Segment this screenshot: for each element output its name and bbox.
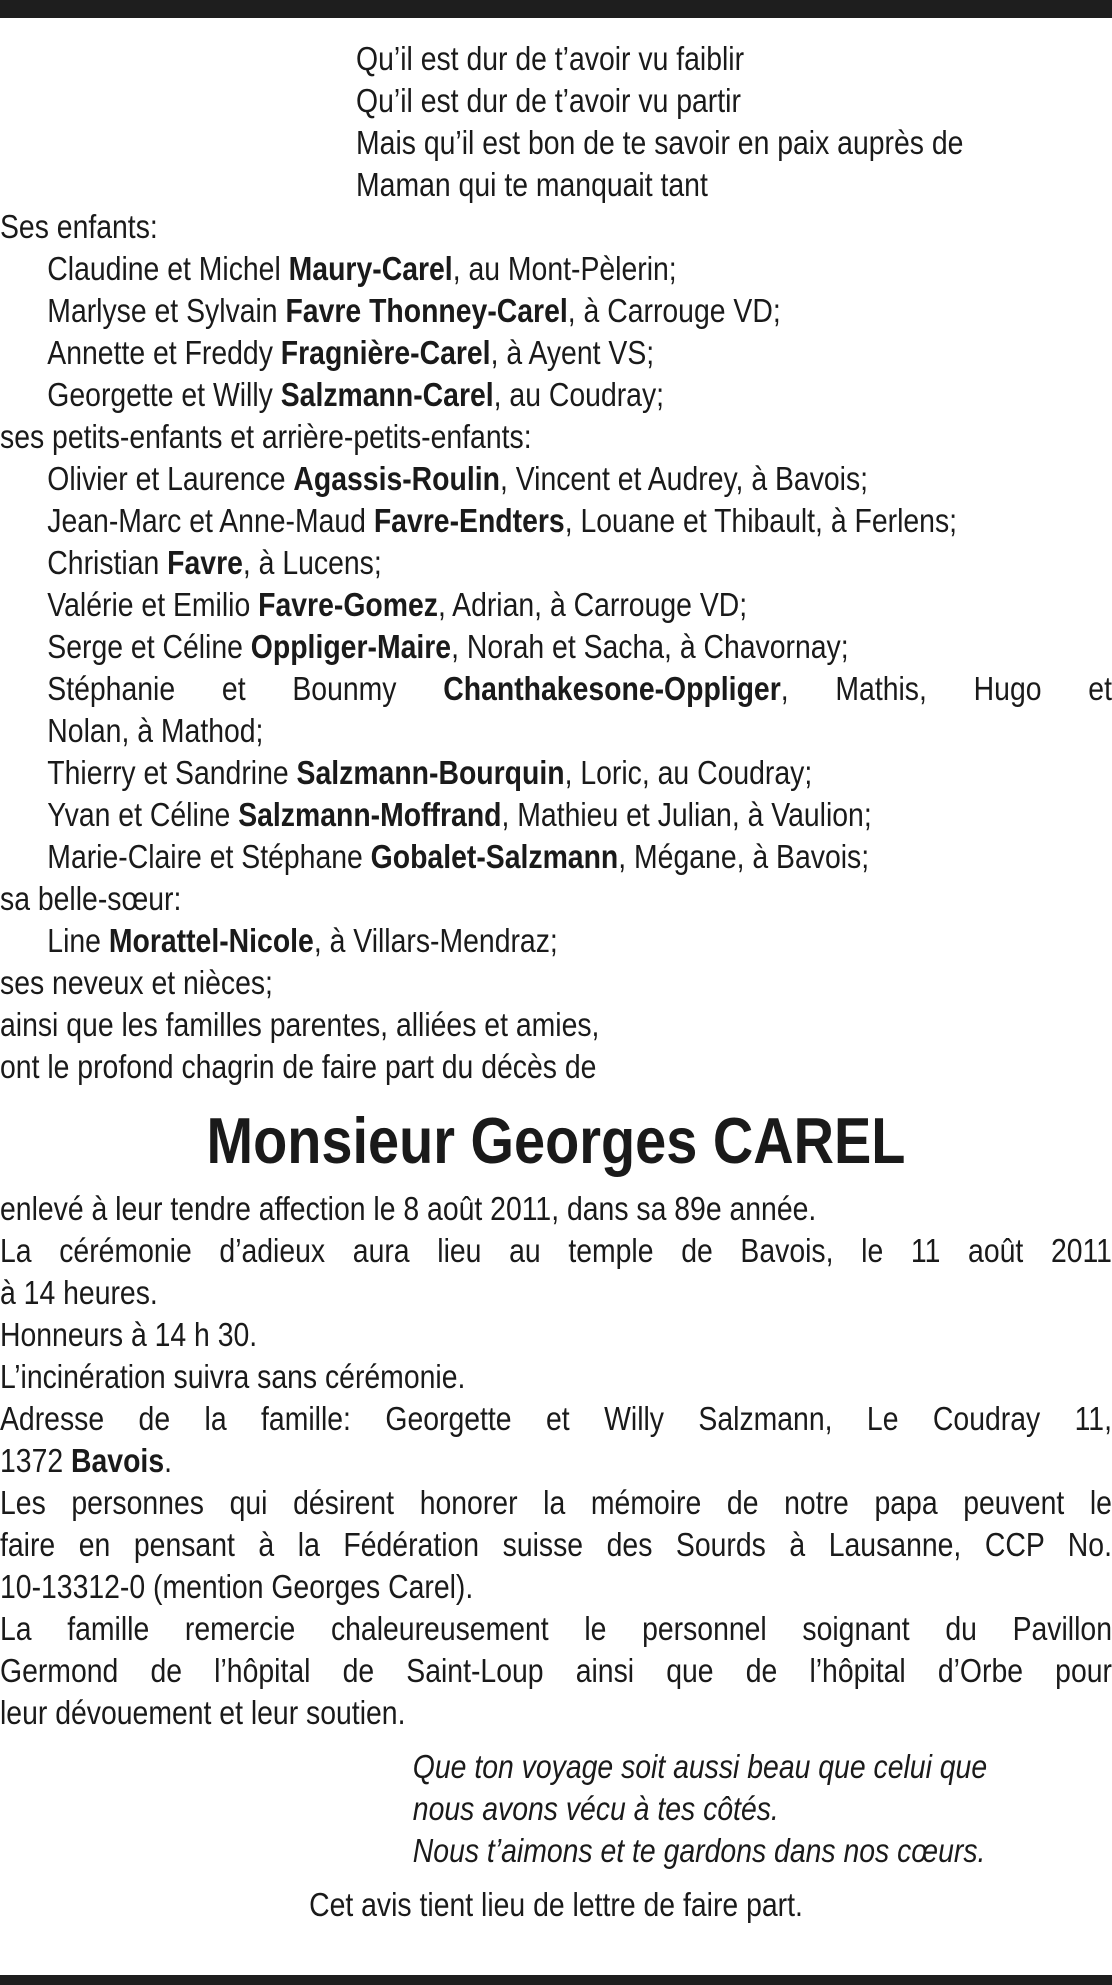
final-note: Cet avis tient lieu de lettre de faire part. [309,1886,803,1923]
poem-line: Qu’il est dur de t’avoir vu faiblir [356,40,745,77]
text-line: La cérémonie d’adieux aura lieu au temple de Bavois, le 11 août 2011 [0,1232,1112,1269]
text-line: à 14 heures. [0,1274,158,1311]
family-entry: Olivier et Laurence Agassis-Roulin, Vincent et Audrey, à Bavois; [47,460,869,497]
deceased-name: Monsieur Georges CAREL [206,1104,906,1177]
section-heading: ses petits-enfants et arrière-petits-enfants: [0,418,532,455]
obituary-notice [0,38,1112,1926]
text-line: 10-13312-0 (mention Georges Carel). [0,1568,474,1605]
text-line: Adresse de la famille: Georgette et Willy Salzmann, Le Coudray 11, [0,1400,1112,1437]
text-line: Honneurs à 14 h 30. [0,1316,258,1353]
section-heading: Ses enfants: [0,208,158,245]
children-section [0,206,1112,416]
family-entry: Annette et Freddy Fragnière-Carel, à Ayent VS; [47,334,655,371]
bottom-rule [0,1975,1112,1985]
family-entry: Christian Favre, à Lucens; [47,544,382,581]
family-entry-continuation: Nolan, à Mathod; [47,712,264,749]
text-line: ses neveux et nièces; [0,964,273,1001]
grandchildren-section [0,416,1112,878]
top-rule [0,0,1112,18]
poem-line: Maman qui te manquait tant [356,166,708,203]
family-entry: Thierry et Sandrine Salzmann-Bourquin, Loric, au Coudray; [47,754,813,791]
section-heading: sa belle-sœur: [0,880,182,917]
others-section [0,962,1112,1088]
text-line: ainsi que les familles parentes, alliées et amies, [0,1006,600,1043]
poem-line: Nous t’aimons et te gardons dans nos cœurs. [412,1832,986,1869]
family-entry: Yvan et Céline Salzmann-Moffrand, Mathieu et Julian, à Vaulion; [47,796,872,833]
text-line: Germond de l’hôpital de Saint-Loup ainsi que de l’hôpital d’Orbe pour [0,1652,1112,1689]
text-line: ont le profond chagrin de faire part du décès de [0,1048,597,1085]
family-entry: Valérie et Emilio Favre-Gomez, Adrian, à Carrouge VD; [47,586,748,623]
text-line: Les personnes qui désirent honorer la mémoire de notre papa peuvent le [0,1484,1112,1521]
family-entry: Stéphanie et Bounmy Chanthakesone-Oppliger, Mathis, Hugo et [47,670,1112,707]
opening-poem [0,38,1112,206]
family-entry: Jean-Marc et Anne-Maud Favre-Endters, Louane et Thibault, à Ferlens; [47,502,958,539]
family-entry: Line Morattel-Nicole, à Villars-Mendraz; [47,922,558,959]
text-line: La famille remercie chaleureusement le personnel soignant du Pavillon [0,1610,1112,1647]
details-section [0,1188,1112,1734]
poem-line: Mais qu’il est bon de te savoir en paix auprès de [356,124,964,161]
sister-in-law-section [0,878,1112,962]
closing-poem [0,1746,1112,1872]
family-entry: Serge et Céline Oppliger-Maire, Norah et Sacha, à Chavornay; [47,628,849,665]
text-line: 1372 Bavois. [0,1442,172,1479]
poem-line: Qu’il est dur de t’avoir vu partir [356,82,741,119]
text-line: L’incinération suivra sans cérémonie. [0,1358,466,1395]
text-line: leur dévouement et leur soutien. [0,1694,406,1731]
family-entry: Claudine et Michel Maury-Carel, au Mont-Pèlerin; [47,250,677,287]
text-line: faire en pensant à la Fédération suisse des Sourds à Lausanne, CCP No. [0,1526,1112,1563]
family-entry: Marie-Claire et Stéphane Gobalet-Salzmann, Mégane, à Bavois; [47,838,870,875]
poem-line: nous avons vécu à tes côtés. [412,1790,779,1827]
family-entry: Marlyse et Sylvain Favre Thonney-Carel, à Carrouge VD; [47,292,781,329]
poem-line: Que ton voyage soit aussi beau que celui que [412,1748,988,1785]
text-line: enlevé à leur tendre affection le 8 août 2011, dans sa 89e année. [0,1190,817,1227]
family-entry: Georgette et Willy Salzmann-Carel, au Coudray; [47,376,665,413]
